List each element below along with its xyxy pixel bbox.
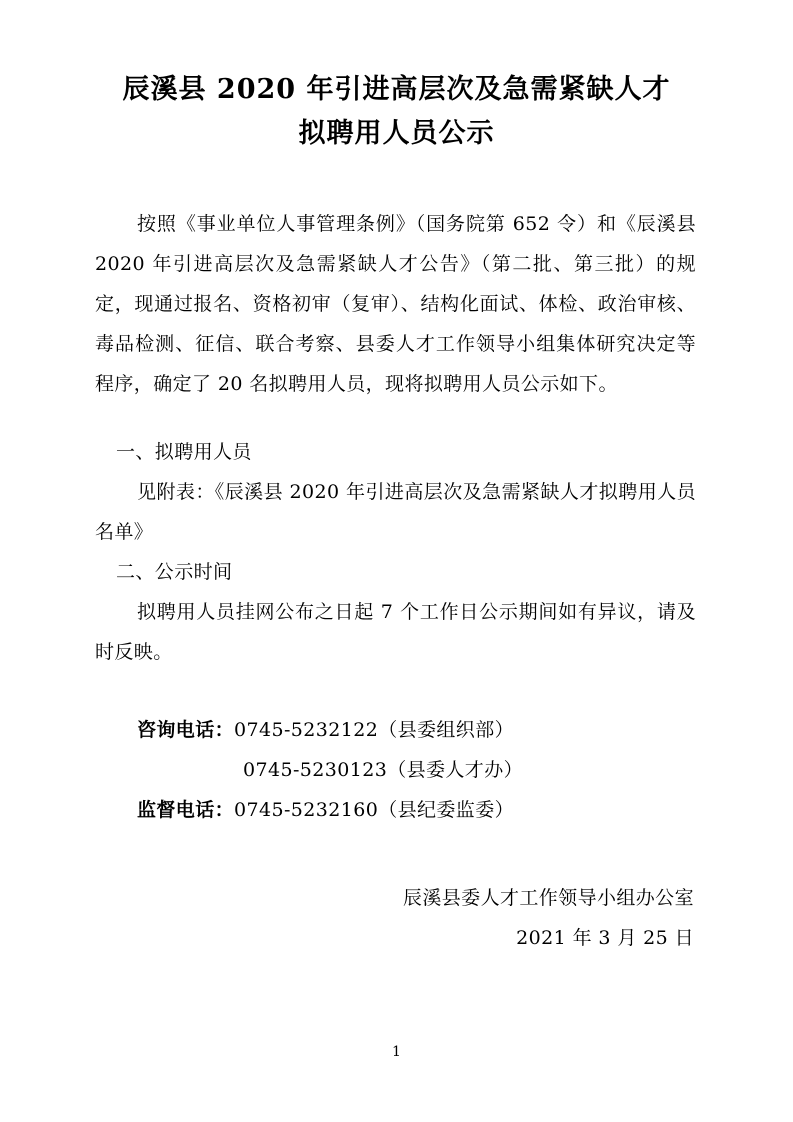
- contact-block: [0, 710, 793, 830]
- contact-value-supervision: 0745-5232160（县纪委监委）: [234, 799, 515, 821]
- contact-line-consult: [95, 710, 696, 750]
- title-line-1: 辰溪县 2020 年引进高层次及急需紧缺人才: [122, 74, 671, 105]
- contact-line-supervision: [95, 790, 696, 830]
- document-body: [0, 204, 793, 672]
- signature-date: 2021 年 3 月 25 日: [516, 927, 694, 949]
- title-line-2: 拟聘用人员公示: [298, 118, 495, 149]
- contact-label-consult: 咨询电话：: [137, 719, 235, 741]
- contact-value-talent-office: 0745-5230123（县委人才办）: [243, 759, 523, 781]
- paragraph-section-1-heading: 一、拟聘用人员: [116, 441, 252, 463]
- page-title: [0, 0, 793, 156]
- contact-line-talent-office: [95, 750, 696, 790]
- paragraph-section-2-heading: 二、公示时间: [116, 561, 233, 583]
- contact-value-consult: 0745-5232122（县委组织部）: [234, 719, 515, 741]
- paragraph-public-notice-period: 拟聘用人员挂网公布之日起 7 个工作日公示期间如有异议，请及时反映。: [95, 601, 696, 663]
- paragraph-intro: 按照《事业单位人事管理条例》（国务院第 652 令）和《辰溪县 2020 年引进高层次及急需紧缺人才公告》（第二批、第三批）的规定，现通过报名、资格初审（复审）、结构化面试、体检、政治审核、毒品检测、征信、联合考察、县委人才工作领导小组集体研究决定等程序，确定了 20 名拟聘用人员，现将拟聘用人员公示如下。: [95, 213, 696, 395]
- signature-organization: 辰溪县委人才工作领导小组办公室: [402, 887, 694, 909]
- signature-block: [0, 878, 793, 958]
- page-number: 1: [392, 1044, 401, 1060]
- contact-label-supervision: 监督电话：: [137, 799, 235, 821]
- paragraph-attachment-reference: 见附表：《辰溪县 2020 年引进高层次及急需紧缺人才拟聘用人员名单》: [95, 481, 696, 543]
